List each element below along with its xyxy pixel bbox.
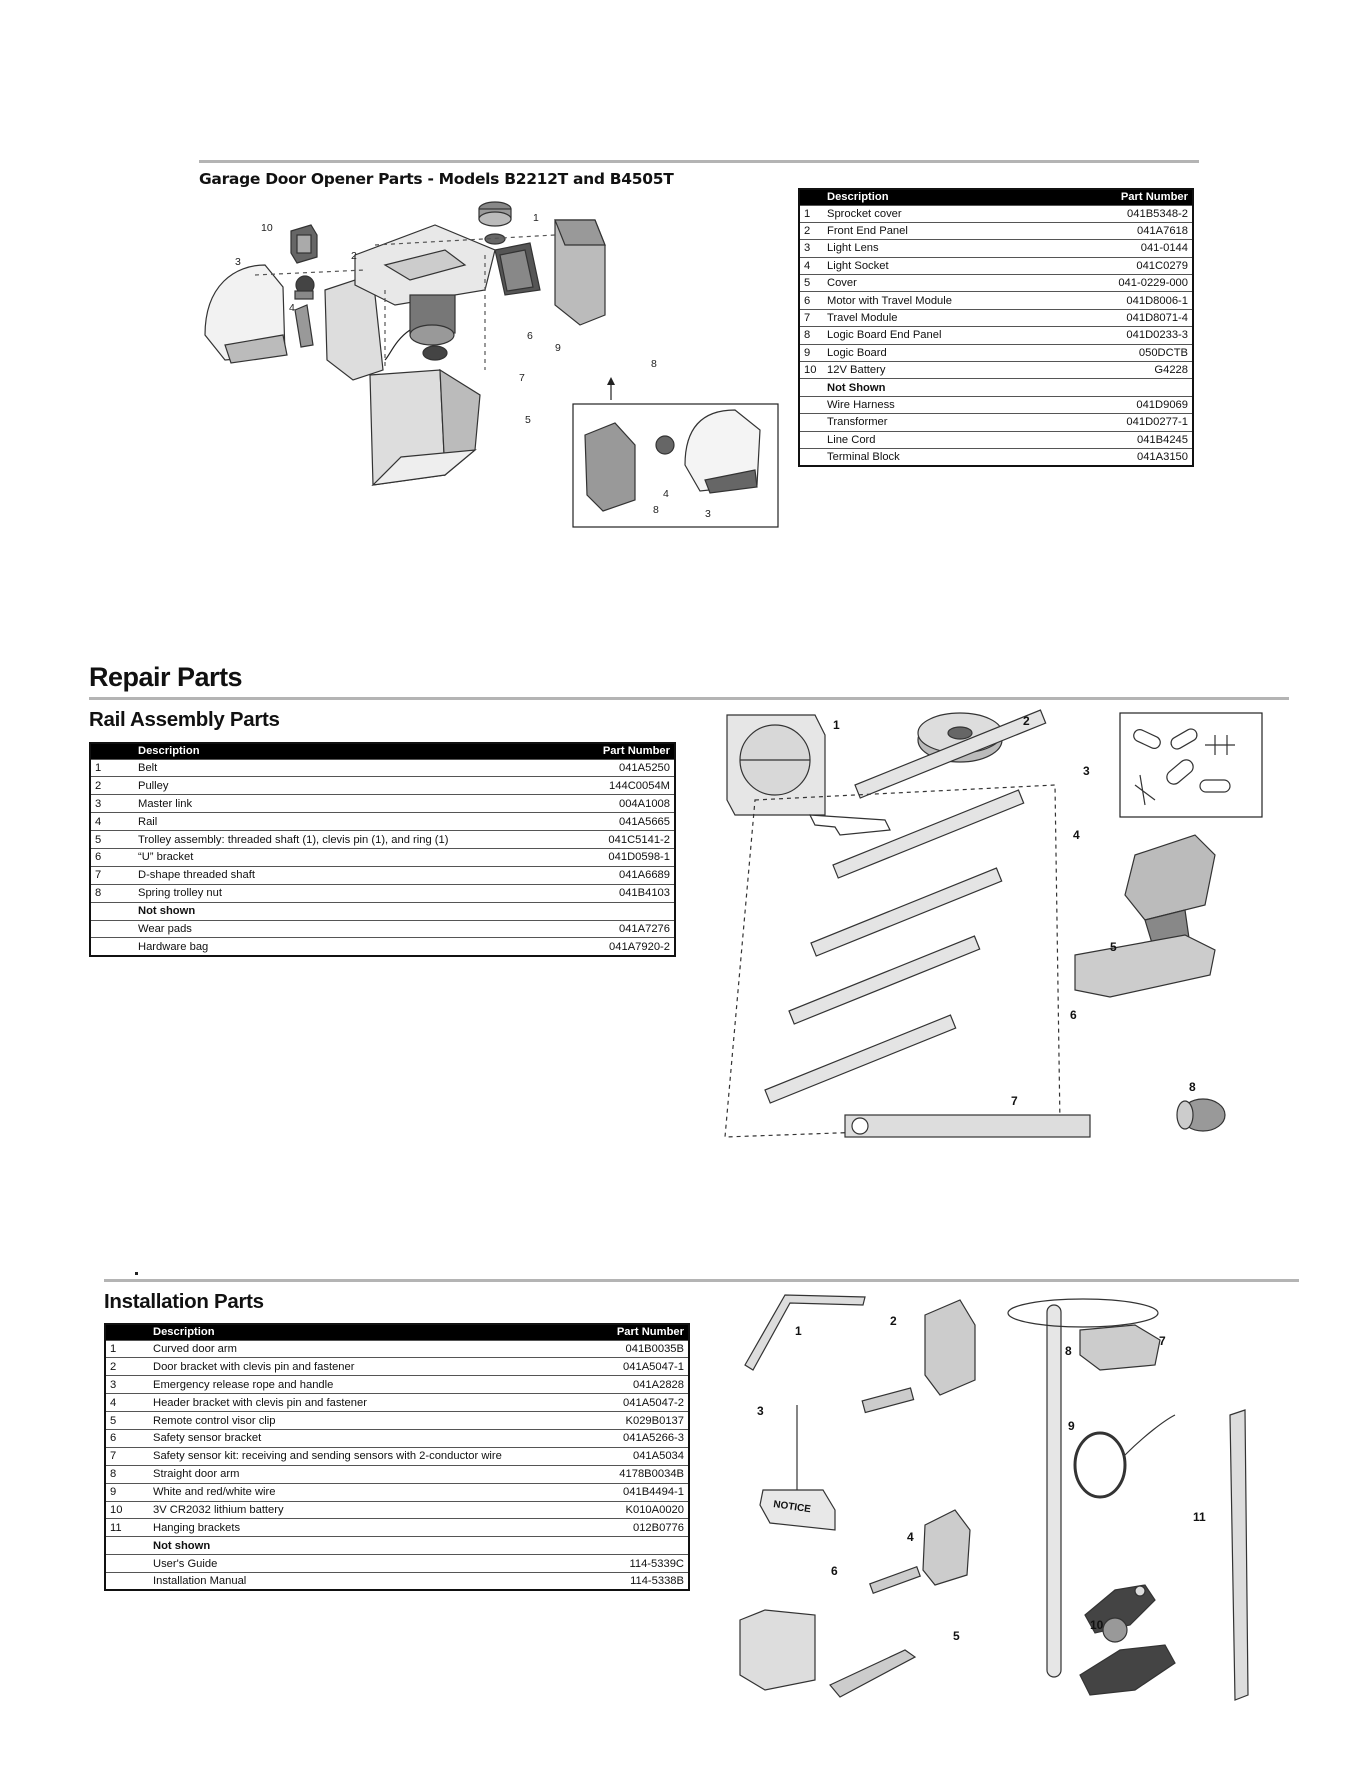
row-part-number: 041C5141-2	[514, 831, 675, 849]
row-description: Terminal Block	[823, 448, 1043, 465]
row-description: Wear pads	[134, 920, 514, 938]
row-part-number: 041D9069	[1043, 396, 1193, 413]
table-row	[105, 1412, 689, 1430]
callout-7: 7	[519, 372, 525, 384]
callout-5: 5	[1110, 940, 1117, 954]
row-part-number: 041A7618	[1043, 222, 1193, 239]
row-description: Installation Manual	[149, 1573, 539, 1591]
top-divider	[199, 160, 1199, 163]
row-description: Light Socket	[823, 257, 1043, 274]
table-row	[90, 795, 675, 813]
callout-7: 7	[1011, 1094, 1018, 1108]
rail-parts-table	[89, 742, 676, 957]
table-row	[799, 327, 1193, 344]
notice-label: NOTICE	[772, 1499, 812, 1516]
row-part-number: 041D0277-1	[1043, 414, 1193, 431]
table-row	[90, 813, 675, 831]
wire-part	[1075, 1415, 1175, 1497]
row-number	[105, 1537, 149, 1555]
row-description: Logic Board	[823, 344, 1043, 361]
callout-9: 9	[1068, 1419, 1075, 1433]
row-number	[799, 396, 823, 413]
table-row	[105, 1429, 689, 1447]
row-part-number: 041A5047-1	[539, 1358, 689, 1376]
row-part-number: 041A6689	[514, 866, 675, 884]
callout-6: 6	[831, 1564, 838, 1578]
row-description: Rail	[134, 813, 514, 831]
curved-door-arm-part	[745, 1295, 865, 1370]
table-row	[90, 831, 675, 849]
straight-door-arm-part	[1047, 1305, 1061, 1677]
callout-3: 3	[757, 1404, 764, 1418]
door-bracket-part	[862, 1300, 975, 1412]
row-number: 3	[799, 240, 823, 257]
row-description: Logic Board End Panel	[823, 327, 1043, 344]
row-description: Cover	[823, 275, 1043, 292]
table-row	[105, 1501, 689, 1519]
callout-7: 7	[1159, 1334, 1166, 1348]
row-number: 5	[105, 1412, 149, 1430]
row-part-number: 114-5339C	[539, 1555, 689, 1573]
row-number: 2	[799, 222, 823, 239]
u-bracket-part	[1075, 935, 1215, 997]
light-socket-part	[295, 276, 314, 299]
callout-2: 2	[351, 250, 357, 262]
row-description: Pulley	[134, 777, 514, 795]
repair-divider	[89, 697, 1289, 700]
row-number: 9	[799, 344, 823, 361]
callout-8: 8	[1189, 1080, 1196, 1094]
sensor-bracket-part	[740, 1610, 815, 1690]
row-description: Safety sensor kit: receiving and sending sensors with 2-conductor wire	[149, 1447, 539, 1465]
row-description: White and red/white wire	[149, 1483, 539, 1501]
row-description: Transformer	[823, 414, 1043, 431]
callout-inset-4: 4	[663, 488, 669, 500]
row-description: Master link	[134, 795, 514, 813]
row-description: Trolley assembly: threaded shaft (1), clevis pin (1), and ring (1)	[134, 831, 514, 849]
row-number	[90, 902, 134, 920]
col-part-number: Part Number	[1043, 189, 1193, 205]
row-number: 3	[105, 1376, 149, 1394]
threaded-shaft-part	[845, 1115, 1090, 1137]
row-number: 7	[90, 866, 134, 884]
installation-parts-diagram	[735, 1285, 1305, 1705]
row-part-number: K010A0020	[539, 1501, 689, 1519]
callout-11: 11	[1193, 1510, 1206, 1524]
chassis-part	[355, 225, 495, 305]
installation-heading: Installation Parts	[104, 1290, 264, 1313]
table-row	[105, 1465, 689, 1483]
row-number	[799, 414, 823, 431]
row-part-number: 041D8006-1	[1043, 292, 1193, 309]
table-row	[799, 396, 1193, 413]
row-number: 4	[105, 1394, 149, 1412]
row-description: D-shape threaded shaft	[134, 866, 514, 884]
row-number	[799, 379, 823, 396]
row-description: Remote control visor clip	[149, 1412, 539, 1430]
row-part-number	[539, 1537, 689, 1555]
table-row	[799, 448, 1193, 465]
hanging-bracket-part	[1230, 1410, 1248, 1700]
rail-exploded-diagram	[715, 705, 1315, 1165]
logic-board-part	[495, 243, 540, 295]
header-bracket-part	[870, 1510, 970, 1593]
row-part-number: 041A7920-2	[514, 938, 675, 956]
row-description: Header bracket with clevis pin and fastener	[149, 1394, 539, 1412]
visor-clip-part	[830, 1650, 915, 1697]
row-description: Not Shown	[823, 379, 1043, 396]
row-number: 4	[90, 813, 134, 831]
row-description: 3V CR2032 lithium battery	[149, 1501, 539, 1519]
row-part-number: 041A5047-2	[539, 1394, 689, 1412]
callout-1: 1	[833, 718, 840, 732]
belt-part	[727, 715, 890, 835]
row-number: 9	[105, 1483, 149, 1501]
row-number: 4	[799, 257, 823, 274]
install-parts-table	[104, 1323, 690, 1591]
row-part-number: 041D0233-3	[1043, 327, 1193, 344]
inset-detail-box	[573, 377, 778, 527]
row-part-number: 041A7276	[514, 920, 675, 938]
table-row	[90, 848, 675, 866]
opener-exploded-diagram	[195, 195, 795, 535]
table-row	[799, 309, 1193, 326]
install-divider	[104, 1279, 1299, 1282]
table-row	[90, 938, 675, 956]
col-description: Description	[149, 1324, 539, 1340]
table-row	[90, 884, 675, 902]
col-description: Description	[823, 189, 1043, 205]
row-number	[90, 938, 134, 956]
row-part-number: 041C0279	[1043, 257, 1193, 274]
row-number: 2	[90, 777, 134, 795]
row-number: 10	[105, 1501, 149, 1519]
row-part-number: 041A5266-3	[539, 1429, 689, 1447]
row-number	[105, 1555, 149, 1573]
row-description: Safety sensor bracket	[149, 1429, 539, 1447]
row-part-number: 114-5338B	[539, 1573, 689, 1591]
row-description: Hanging brackets	[149, 1519, 539, 1537]
row-part-number: 041A5665	[514, 813, 675, 831]
cover-part	[370, 370, 480, 485]
row-description: Wire Harness	[823, 396, 1043, 413]
table-row	[799, 275, 1193, 292]
table-row	[105, 1519, 689, 1537]
table-row	[90, 777, 675, 795]
row-part-number: K029B0137	[539, 1412, 689, 1430]
row-part-number: G4228	[1043, 362, 1193, 379]
battery-part	[291, 225, 317, 263]
row-part-number: 041-0144	[1043, 240, 1193, 257]
opener-parts-table	[798, 188, 1194, 467]
callout-6: 6	[1070, 1008, 1077, 1022]
row-part-number: 041B5348-2	[1043, 205, 1193, 222]
callout-4: 4	[907, 1530, 914, 1544]
row-description: 12V Battery	[823, 362, 1043, 379]
table-row	[799, 205, 1193, 222]
table-row	[799, 379, 1193, 396]
table-row	[799, 431, 1193, 448]
row-part-number: 012B0776	[539, 1519, 689, 1537]
row-description: “U” bracket	[134, 848, 514, 866]
callout-10: 10	[261, 222, 273, 234]
row-part-number: 041B4494-1	[539, 1483, 689, 1501]
row-number: 5	[90, 831, 134, 849]
row-number: 7	[105, 1447, 149, 1465]
row-part-number	[1043, 379, 1193, 396]
repair-parts-heading: Repair Parts	[89, 662, 243, 692]
row-number: 8	[90, 884, 134, 902]
table-row	[90, 759, 675, 777]
row-description: Not shown	[149, 1537, 539, 1555]
spring-nut-part	[1177, 1099, 1225, 1131]
callout-1: 1	[795, 1324, 802, 1338]
callout-2: 2	[890, 1314, 897, 1328]
row-description: Belt	[134, 759, 514, 777]
row-number: 7	[799, 309, 823, 326]
callout-5: 5	[953, 1629, 960, 1643]
row-number: 3	[90, 795, 134, 813]
row-part-number: 041-0229-000	[1043, 275, 1193, 292]
col-description: Description	[134, 743, 514, 759]
table-row	[799, 362, 1193, 379]
row-number	[105, 1573, 149, 1591]
table-row	[105, 1573, 689, 1591]
row-number: 6	[799, 292, 823, 309]
row-description: Door bracket with clevis pin and fastener	[149, 1358, 539, 1376]
row-number	[90, 920, 134, 938]
callout-5: 5	[525, 414, 531, 426]
callout-inset-3: 3	[705, 508, 711, 520]
row-description: Travel Module	[823, 309, 1043, 326]
row-description: Sprocket cover	[823, 205, 1043, 222]
table-row	[799, 414, 1193, 431]
row-number: 11	[105, 1519, 149, 1537]
callout-3: 3	[1083, 764, 1090, 778]
stray-dot	[135, 1272, 138, 1275]
row-number: 1	[799, 205, 823, 222]
trolley-part	[1125, 835, 1215, 953]
row-part-number: 041A5034	[539, 1447, 689, 1465]
table-row	[105, 1358, 689, 1376]
opener-parts-title: Garage Door Opener Parts - Models B2212T and B4505T	[199, 170, 674, 188]
table-row	[105, 1537, 689, 1555]
row-number: 8	[105, 1465, 149, 1483]
row-part-number: 050DCTB	[1043, 344, 1193, 361]
master-link-part	[1120, 713, 1262, 817]
row-description: Front End Panel	[823, 222, 1043, 239]
row-description: Spring trolley nut	[134, 884, 514, 902]
table-row	[799, 257, 1193, 274]
table-row	[799, 292, 1193, 309]
table-row	[90, 866, 675, 884]
callout-8: 8	[1065, 1344, 1072, 1358]
col-part-number: Part Number	[539, 1324, 689, 1340]
table-row	[105, 1394, 689, 1412]
table-row	[105, 1340, 689, 1358]
row-number	[799, 431, 823, 448]
row-part-number: 041A3150	[1043, 448, 1193, 465]
table-row	[105, 1483, 689, 1501]
table-row	[105, 1447, 689, 1465]
row-part-number: 144C0054M	[514, 777, 675, 795]
row-description: Straight door arm	[149, 1465, 539, 1483]
row-number: 5	[799, 275, 823, 292]
rail-assembly-heading: Rail Assembly Parts	[89, 708, 280, 731]
row-description: Hardware bag	[134, 938, 514, 956]
row-description: Not shown	[134, 902, 514, 920]
row-description: Curved door arm	[149, 1340, 539, 1358]
row-part-number: 4178B0034B	[539, 1465, 689, 1483]
callout-4: 4	[1073, 828, 1080, 842]
row-part-number: 041B4245	[1043, 431, 1193, 448]
col-part-number: Part Number	[514, 743, 675, 759]
safety-sensor-kit-part	[1008, 1299, 1160, 1370]
row-number: 2	[105, 1358, 149, 1376]
callout-2: 2	[1023, 714, 1030, 728]
row-description: User's Guide	[149, 1555, 539, 1573]
table-row	[105, 1555, 689, 1573]
row-part-number: 004A1008	[514, 795, 675, 813]
row-description: Line Cord	[823, 431, 1043, 448]
callout-10: 10	[1090, 1618, 1104, 1632]
table-row	[90, 920, 675, 938]
light-lens-part	[205, 265, 287, 363]
callout-1: 1	[533, 212, 539, 224]
table-row	[799, 344, 1193, 361]
row-number: 6	[90, 848, 134, 866]
callout-6: 6	[527, 330, 533, 342]
row-description: Light Lens	[823, 240, 1043, 257]
row-number: 1	[90, 759, 134, 777]
logic-end-panel-part	[555, 220, 605, 325]
callout-3: 3	[235, 256, 241, 268]
row-description: Motor with Travel Module	[823, 292, 1043, 309]
row-part-number: 041B4103	[514, 884, 675, 902]
table-row	[90, 902, 675, 920]
callout-inset-8: 8	[653, 504, 659, 516]
remote-and-battery-part	[1080, 1585, 1175, 1695]
callout-8: 8	[651, 358, 657, 370]
table-row	[105, 1376, 689, 1394]
row-part-number: 041D8071-4	[1043, 309, 1193, 326]
callout-4: 4	[289, 302, 295, 314]
row-number: 10	[799, 362, 823, 379]
row-part-number	[514, 902, 675, 920]
table-row	[799, 240, 1193, 257]
row-number	[799, 448, 823, 465]
row-part-number: 041B0035B	[539, 1340, 689, 1358]
row-number: 8	[799, 327, 823, 344]
callout-9: 9	[555, 342, 561, 354]
table-row	[799, 222, 1193, 239]
row-part-number: 041A2828	[539, 1376, 689, 1394]
row-part-number: 041D0598-1	[514, 848, 675, 866]
row-part-number: 041A5250	[514, 759, 675, 777]
row-number: 1	[105, 1340, 149, 1358]
travel-module-part	[423, 346, 447, 360]
row-description: Emergency release rope and handle	[149, 1376, 539, 1394]
row-number: 6	[105, 1429, 149, 1447]
